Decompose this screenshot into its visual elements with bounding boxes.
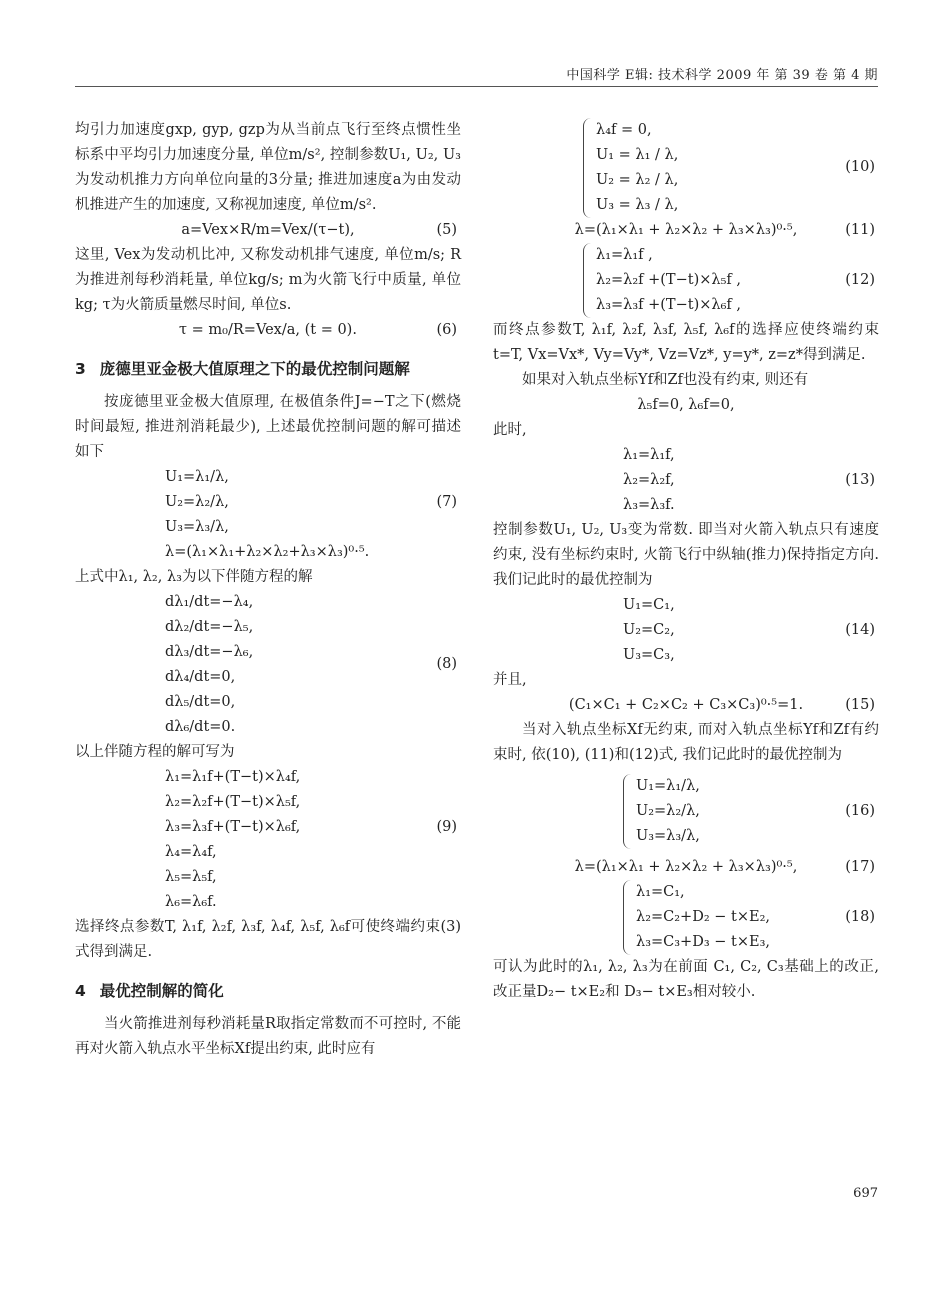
section-heading-4 (75, 979, 461, 1004)
paragraph: 此时, (493, 422, 527, 438)
equation-line: U₂=λ₂/λ, (165, 494, 229, 510)
equation-line: U₁=C₁, (623, 597, 675, 613)
equation-line: U₁ = λ₁ / λ, (596, 147, 679, 163)
equation-number: (8) (436, 656, 457, 672)
equation-number: (5) (436, 222, 457, 238)
equation-5 (75, 218, 461, 243)
equation-line: U₂ = λ₂ / λ, (596, 172, 679, 188)
equation-body: (C₁×C₁ + C₂×C₂ + C₃×C₃)⁰·⁵=1. (568, 697, 804, 713)
equation-line: U₃=C₃, (623, 647, 675, 663)
brace-group (583, 243, 741, 318)
equation-line: λ₂=λ₂f, (623, 472, 675, 488)
equation-number: (14) (845, 622, 875, 638)
equation-line: λ₃=λ₃f +(T−t)×λ₆f , (596, 297, 741, 313)
paragraph: 如果对入轨点坐标Yf和Zf也没有约束, 则还有 (522, 372, 809, 388)
equation-line: U₂=λ₂/λ, (636, 803, 700, 819)
paragraph: 均引力加速度gxp, gyp, gzp为从当前点飞行至终点惯性坐标系中平均引力加速度分量, 单位m/s², 控制参数U₁, U₂, U₃为发动机推力方向单位向量的3分量; 推进加速度a为由发动机推进产生的加速度, 又称视加速度, 单位m/s². (75, 122, 461, 213)
equation-number: (17) (845, 859, 875, 875)
journal-title: 中国科学 E辑: 技术科学 2009 年 第 39 卷 第 4 期 (566, 68, 878, 83)
equation-number: (7) (436, 494, 457, 510)
paragraph: 选择终点参数T, λ₁f, λ₂f, λ₃f, λ₄f, λ₅f, λ₆f可使终端约束(3)式得到满足. (75, 919, 461, 960)
equation-number: (11) (845, 222, 875, 238)
equation-line: λ₁=λ₁f+(T−t)×λ₄f, (165, 769, 301, 785)
equation-number: (15) (845, 697, 875, 713)
equation-8 (75, 590, 461, 740)
equation-13 (493, 443, 879, 518)
section-number: 3 (75, 360, 86, 378)
equation-line: λ₄=λ₄f, (165, 844, 217, 860)
equation-line: λ₁=λ₁f, (623, 447, 675, 463)
paragraph: 并且, (493, 672, 527, 688)
brace-group (623, 880, 770, 955)
equation-11 (493, 218, 879, 243)
section-number: 4 (75, 982, 86, 1000)
equation-body: τ = m₀/R=Vex/a, (t = 0). (179, 322, 357, 338)
brace-group (623, 774, 700, 849)
equation-line: λ₂=C₂+D₂ − t×E₂, (636, 909, 770, 925)
equation-body: λ=(λ₁×λ₁ + λ₂×λ₂ + λ₃×λ₃)⁰·⁵, (574, 859, 798, 875)
equation-17 (493, 855, 879, 880)
equation-15 (493, 693, 879, 718)
equation-line: dλ₆/dt=0. (165, 719, 236, 735)
paragraph: 上式中λ₁, λ₂, λ₃为以下伴随方程的解 (75, 569, 313, 585)
page-number: 697 (853, 1186, 878, 1201)
section-title: 庞德里亚金极大值原理之下的最优控制问题解 (99, 360, 410, 378)
equation-line: dλ₅/dt=0, (165, 694, 236, 710)
paragraph: 按庞德里亚金极大值原理, 在极值条件J=−T之下(燃烧时间最短, 推进剂消耗最少), 上述最优控制问题的解可描述如下 (75, 394, 461, 460)
equation-line: dλ₄/dt=0, (165, 669, 236, 685)
equation-line: λ₆=λ₆f. (165, 894, 217, 910)
equation-6 (75, 318, 461, 343)
equation-line: λ₃=C₃+D₃ − t×E₃, (636, 934, 770, 950)
right-column (493, 118, 879, 1005)
equation-9 (75, 765, 461, 915)
equation-body: λ₅f=0, λ₆f=0, (637, 397, 735, 413)
equation-number: (6) (436, 322, 457, 338)
equation-line: dλ₃/dt=−λ₆, (165, 644, 254, 660)
left-column (75, 118, 461, 1062)
equation-line: dλ₂/dt=−λ₅, (165, 619, 254, 635)
equation-7 (75, 465, 461, 565)
equation-line: λ₂=λ₂f+(T−t)×λ₅f, (165, 794, 301, 810)
paragraph: 可认为此时的λ₁, λ₂, λ₃为在前面 C₁, C₂, C₃基础上的改正, 改正量D₂− t×E₂和 D₃− t×E₃相对较小. (493, 959, 879, 1000)
equation-number: (16) (845, 803, 875, 819)
paragraph: 以上伴随方程的解可写为 (75, 744, 235, 760)
equation-line: λ₄f = 0, (596, 122, 652, 138)
equation-line: U₃=λ₃/λ, (636, 828, 700, 844)
equation-line: λ₅=λ₅f, (165, 869, 217, 885)
equation-10 (493, 118, 879, 218)
equation-number: (13) (845, 472, 875, 488)
brace-group (583, 118, 678, 218)
paragraph: 而终点参数T, λ₁f, λ₂f, λ₃f, λ₅f, λ₆f的选择应使终端约束t=T, Vx=Vx*, Vy=Vy*, Vz=Vz*, y=y*, z=z*得到满足. (493, 322, 879, 363)
running-header (75, 62, 878, 87)
equation-line: λ₃=λ₃f+(T−t)×λ₆f, (165, 819, 301, 835)
equation-line: U₁=λ₁/λ, (636, 778, 700, 794)
equation-line: λ=(λ₁×λ₁+λ₂×λ₂+λ₃×λ₃)⁰·⁵. (165, 544, 370, 560)
equation-14 (493, 593, 879, 668)
equation-18 (493, 880, 879, 955)
equation-16 (493, 774, 879, 849)
equation-line: λ₁=λ₁f , (596, 247, 653, 263)
paragraph: 当对入轨点坐标Xf无约束, 而对入轨点坐标Yf和Zf有约束时, 依(10), (11)和(12)式, 我们记此时的最优控制为 (493, 722, 879, 763)
paragraph: 控制参数U₁, U₂, U₃变为常数. 即当对火箭入轨点只有速度约束, 没有坐标约束时, 火箭飞行中纵轴(推力)保持指定方向. 我们记此时的最优控制为 (493, 522, 879, 588)
section-title: 最优控制解的简化 (99, 982, 224, 1000)
equation-line: U₃ = λ₃ / λ, (596, 197, 679, 213)
equation-unnumbered (493, 393, 879, 418)
equation-number: (9) (436, 819, 457, 835)
equation-line: λ₂=λ₂f +(T−t)×λ₅f , (596, 272, 741, 288)
equation-12 (493, 243, 879, 318)
equation-line: U₁=λ₁/λ, (165, 469, 229, 485)
equation-line: U₃=λ₃/λ, (165, 519, 229, 535)
equation-number: (10) (845, 159, 875, 175)
paragraph: 当火箭推进剂每秒消耗量R取指定常数而不可控时, 不能再对火箭入轨点水平坐标Xf提出约束, 此时应有 (75, 1016, 461, 1057)
equation-line: dλ₁/dt=−λ₄, (165, 594, 254, 610)
equation-number: (18) (845, 909, 875, 925)
paragraph: 这里, Vex为发动机比冲, 又称发动机排气速度, 单位m/s; R为推进剂每秒消耗量, 单位kg/s; m为火箭飞行中质量, 单位kg; τ为火箭质量燃尽时间, 单位s. (75, 247, 461, 313)
equation-line: λ₁=C₁, (636, 884, 685, 900)
equation-body: a=Vex×R/m=Vex/(τ−t), (181, 222, 355, 238)
equation-number: (12) (845, 272, 875, 288)
equation-body: λ=(λ₁×λ₁ + λ₂×λ₂ + λ₃×λ₃)⁰·⁵, (574, 222, 798, 238)
equation-line: U₂=C₂, (623, 622, 675, 638)
section-heading-3 (75, 357, 461, 382)
equation-line: λ₃=λ₃f. (623, 497, 675, 513)
